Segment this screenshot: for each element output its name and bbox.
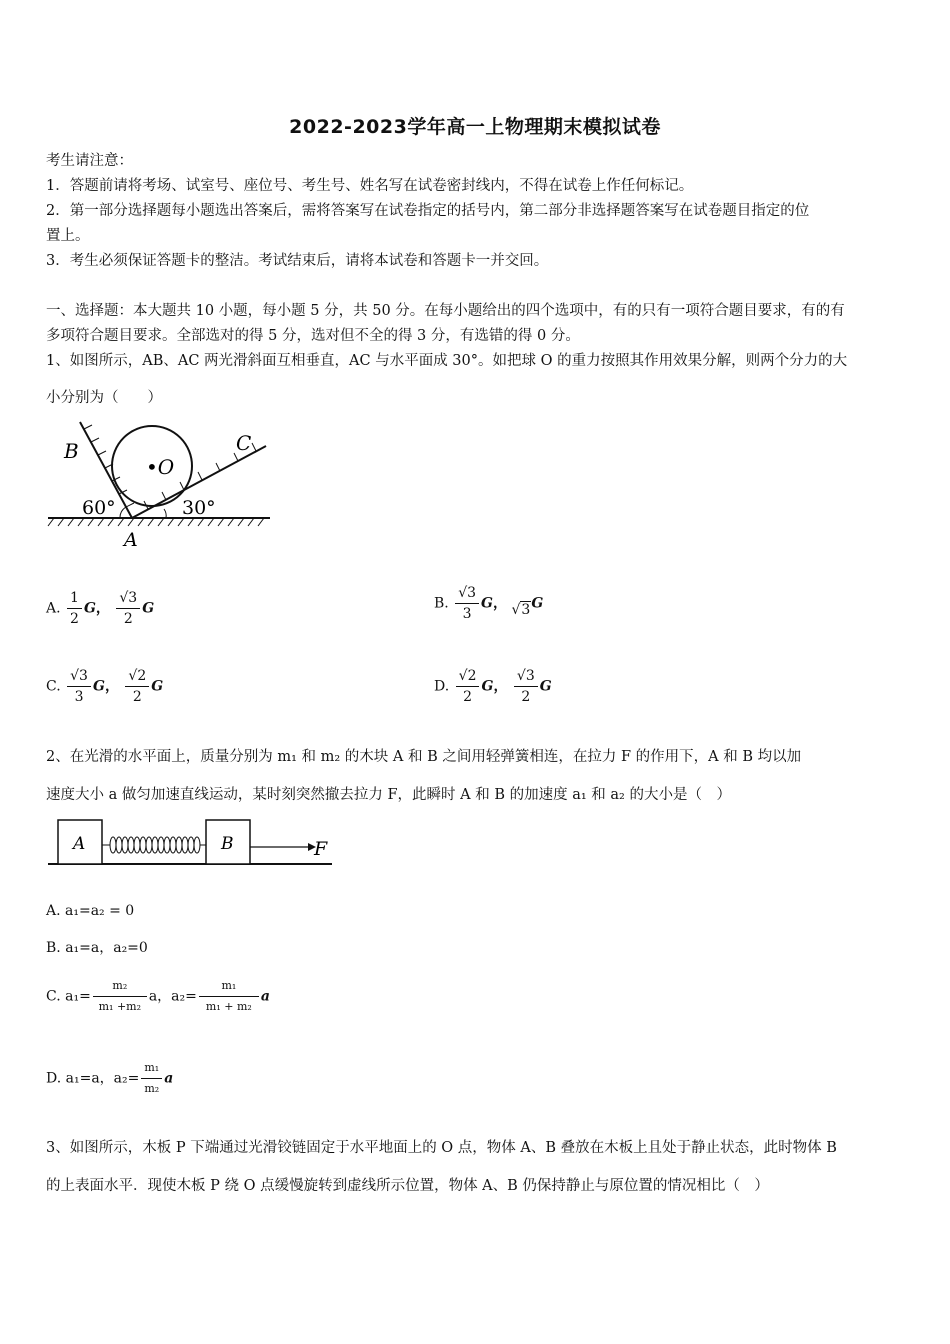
- option-prefix: C. a₁=: [46, 988, 91, 1005]
- q1-figure: [44, 418, 274, 553]
- q2-stem-line1: 2、在光滑的水平面上，质量分别为 m₁ 和 m₂ 的木块 A 和 B 之间用轻弹簧相连，在拉力 F 的作用下，A 和 B 均以加: [46, 749, 802, 765]
- page-title: 2022-2023学年高一上物理期末模拟试卷: [289, 116, 661, 138]
- section-instructions-line1: 一、选择题：本大题共 10 小题，每小题 5 分，共 50 分。在每小题给出的四个选项中，有的只有一项符合题目要求，有的有: [46, 303, 845, 319]
- notice-item-2-cont: 置上。: [46, 228, 90, 244]
- notice-heading: 考生请注意：: [46, 153, 133, 169]
- notice-item-3: 3．考生必须保证答题卡的整洁。考试结束后，请将本试卷和答题卡一并交回。: [46, 253, 549, 269]
- frac-num: 3: [525, 668, 535, 684]
- frac-den: 3: [74, 689, 84, 705]
- symbol-g: G: [151, 678, 164, 695]
- q3-stem-line2: 的上表面水平．现使木板 P 绕 O 点缓慢旋转到虚线所示位置，物体 A、B 仍保持静止与原位置的情况相比（ ）: [46, 1178, 769, 1194]
- frac-num: m₁: [199, 976, 259, 997]
- frac-num: 3: [128, 590, 138, 606]
- frac-den: 2: [123, 611, 133, 627]
- q2-option-a[interactable]: A. a₁=a₂ = 0: [46, 903, 135, 919]
- frac-num: 3: [79, 668, 88, 684]
- option-letter: C.: [46, 678, 61, 695]
- label-block-a: A: [73, 834, 86, 854]
- option-prefix: D. a₁=a，a₂=: [46, 1070, 140, 1087]
- label-b: B: [64, 439, 79, 463]
- frac-num: m₂: [93, 976, 147, 997]
- label-o: •O: [146, 455, 175, 479]
- frac-num: m₁: [141, 1058, 162, 1079]
- notice-item-1: 1．答题前请将考场、试室号、座位号、考生号、姓名写在试卷密封线内，不得在试卷上作任何标记。: [46, 178, 694, 194]
- frac-num: 1: [67, 588, 82, 609]
- q3-stem-line1: 3、如图所示，木板 P 下端通过光滑铰链固定于水平地面上的 O 点，物体 A、B 叠放在木板上且处于静止状态，此时物体 B: [46, 1140, 837, 1156]
- symbol-a: a: [164, 1070, 174, 1087]
- option-letter: D.: [434, 678, 450, 695]
- frac-den: 2: [463, 689, 473, 705]
- frac-den: m₂: [144, 1082, 160, 1095]
- symbol-g: G: [92, 678, 105, 695]
- label-angle-30: 30°: [182, 497, 216, 519]
- frac-den: m₁ + m₂: [205, 1000, 252, 1013]
- option-letter: B.: [434, 595, 449, 612]
- option-letter: A.: [46, 600, 61, 617]
- symbol-a: a: [260, 988, 270, 1005]
- angle-arc-30: [164, 509, 166, 518]
- symbol-g: G: [531, 595, 544, 612]
- option-mid: a，a₂=: [148, 988, 197, 1005]
- spring: [102, 837, 206, 853]
- label-c: C: [236, 431, 252, 455]
- section-instructions-line2: 多项符合题目要求。全部选对的得 5 分，选对但不全的得 3 分，有选错的得 0 分。: [46, 328, 580, 344]
- symbol-g: G: [142, 600, 155, 617]
- q1-stem-line1: 1、如图所示，AB、AC 两光滑斜面互相垂直，AC 与水平面成 30°。如把球 O 的重力按照其作用效果分解，则两个分力的大: [46, 353, 848, 369]
- q2-figure: [46, 815, 336, 875]
- label-force-f: F: [314, 838, 328, 860]
- label-block-b: B: [221, 834, 234, 854]
- q1-option-d[interactable]: D. $\frac{√2}{2}$ G， $\frac{√3}{2}$ G: [434, 668, 552, 705]
- q1-option-b[interactable]: B. $\frac{√3}{3}$ G， √3G: [434, 585, 544, 622]
- frac-num: 2: [467, 668, 477, 684]
- frac-den: 3: [462, 606, 472, 622]
- sqrt-radicand: 3: [521, 601, 531, 618]
- symbol-g: G: [539, 678, 552, 695]
- incline-ab-hatching: [84, 425, 134, 507]
- label-angle-60: 60°: [82, 497, 116, 519]
- frac-den: 2: [521, 689, 531, 705]
- q2-option-b[interactable]: B. a₁=a，a₂=0: [46, 940, 148, 956]
- frac-num: 2: [137, 668, 147, 684]
- q2-option-d[interactable]: [46, 1058, 173, 1099]
- q2-stem-line2: 速度大小 a 做匀加速直线运动，某时刻突然撤去拉力 F，此瞬时 A 和 B 的加速度 a₁ 和 a₂ 的大小是（ ）: [46, 787, 731, 803]
- ground-hatching: [48, 518, 264, 526]
- symbol-g: G: [481, 595, 494, 612]
- angle-arc-60: [120, 507, 126, 518]
- q2-option-c[interactable]: [46, 976, 270, 1017]
- frac-den: m₁ +m₂: [98, 1000, 142, 1013]
- notice-item-2: 2．第一部分选择题每小题选出答案后，需将答案写在试卷指定的括号内，第二部分非选择题答案写在试卷题目指定的位: [46, 203, 810, 219]
- frac-den: 2: [132, 689, 142, 705]
- q1-option-a[interactable]: A. $\frac{1}{2}$ G， $\frac{√3}{2}$ G: [46, 590, 155, 627]
- q1-stem-line2: 小分别为（ ）: [46, 390, 162, 406]
- frac-den: 2: [70, 611, 79, 627]
- label-a: A: [124, 529, 138, 551]
- symbol-g: G: [481, 678, 494, 695]
- q1-option-c[interactable]: C. $\frac{√3}{3}$ G， $\frac{√2}{2}$ G: [46, 668, 164, 705]
- frac-num: 3: [467, 585, 477, 601]
- symbol-g: G: [83, 600, 96, 617]
